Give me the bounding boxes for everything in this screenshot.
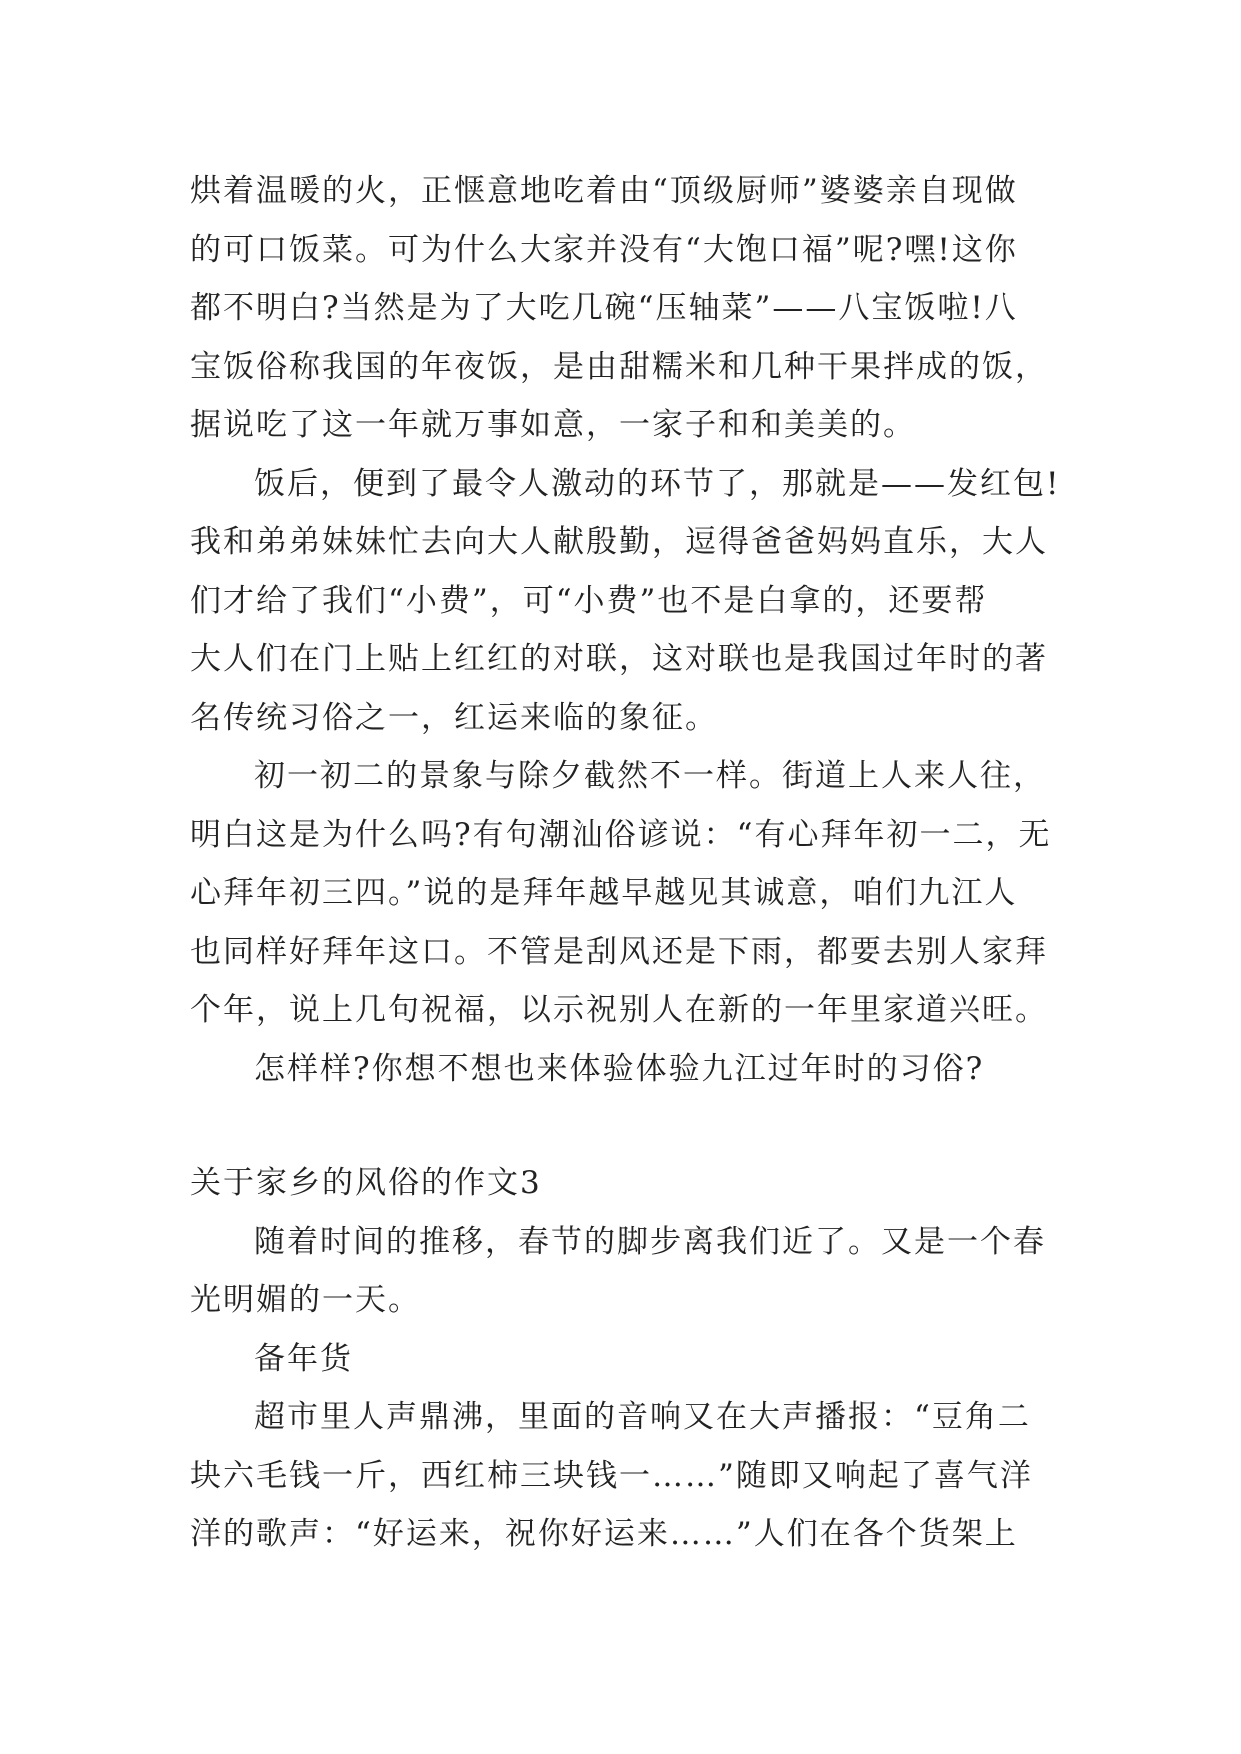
- paragraph-1: [190, 162, 1050, 455]
- text-line: 我和弟弟妹妹忙去向大人献殷勤，逗得爸爸妈妈直乐，大人: [190, 524, 1048, 560]
- text-line: 们才给了我们“小费”，可“小费”也不是白拿的，还要帮: [190, 582, 988, 619]
- section-spacer: [190, 1098, 1050, 1154]
- paragraph-6: [190, 1388, 1050, 1564]
- text-line: 烘着温暖的火，正惬意地吃着由“顶级厨师”婆婆亲自现做: [190, 173, 1018, 209]
- section-heading: [190, 1154, 1050, 1213]
- text-line: 的可口饭菜。可为什么大家并没有“大饱口福”呢?嘿!这你: [190, 231, 1018, 268]
- text-line: 超市里人声鼎沸，里面的音响又在大声播报：“豆角二: [254, 1399, 1031, 1435]
- text-line: 随着时间的推移，春节的脚步离我们近了。又是一个春: [254, 1223, 1046, 1260]
- text-line: 也同样好拜年这口。不管是刮风还是下雨，都要去别人家拜: [190, 933, 1048, 970]
- text-line: 都不明白?当然是为了大吃几碗“压轴菜”——八宝饭啦!八: [190, 290, 1018, 326]
- text-line: 个年，说上几句祝福，以示祝别人在新的一年里家道兴旺。: [190, 992, 1048, 1028]
- subheading-paragraph: [190, 1330, 1050, 1389]
- subheading: 备年货: [254, 1340, 353, 1377]
- paragraph-3: [190, 747, 1050, 1040]
- text-line: 块六毛钱一斤，西红柿三块钱一……”随即又响起了喜气洋: [190, 1457, 1033, 1494]
- text-line: 洋的歌声：“好运来，祝你好运来……”人们在各个货架上: [190, 1516, 1018, 1552]
- document-body: [190, 162, 1061, 1564]
- text-line: 怎样样?你想不想也来体验体验九江过年时的习俗?: [254, 1050, 985, 1087]
- text-line: 明白这是为什么吗?有句潮汕俗谚说：“有心拜年初一二，无: [190, 816, 1052, 853]
- text-line: 据说吃了这一年就万事如意，一家子和和美美的。: [190, 407, 916, 443]
- paragraph-2: [190, 455, 1061, 748]
- text-line: 初一初二的景象与除夕截然不一样。街道上人来人往，: [254, 758, 1046, 794]
- text-line: 大人们在门上贴上红红的对联，这对联也是我国过年时的著: [190, 641, 1048, 677]
- text-line: 名传统习俗之一，红运来临的象征。: [190, 699, 718, 736]
- text-line: 宝饭俗称我国的年夜饭，是由甜糯米和几种干果拌成的饭，: [190, 348, 1048, 385]
- paragraph-4: [190, 1040, 1050, 1099]
- section-title: 关于家乡的风俗的作文3: [190, 1165, 542, 1201]
- text-line: 饭后，便到了最令人激动的环节了，那就是——发红包!: [254, 465, 1061, 502]
- text-line: 心拜年初三四。”说的是拜年越早越见其诚意，咱们九江人: [190, 875, 1018, 911]
- paragraph-5: [190, 1213, 1050, 1330]
- text-line: 光明媚的一天。: [190, 1282, 421, 1318]
